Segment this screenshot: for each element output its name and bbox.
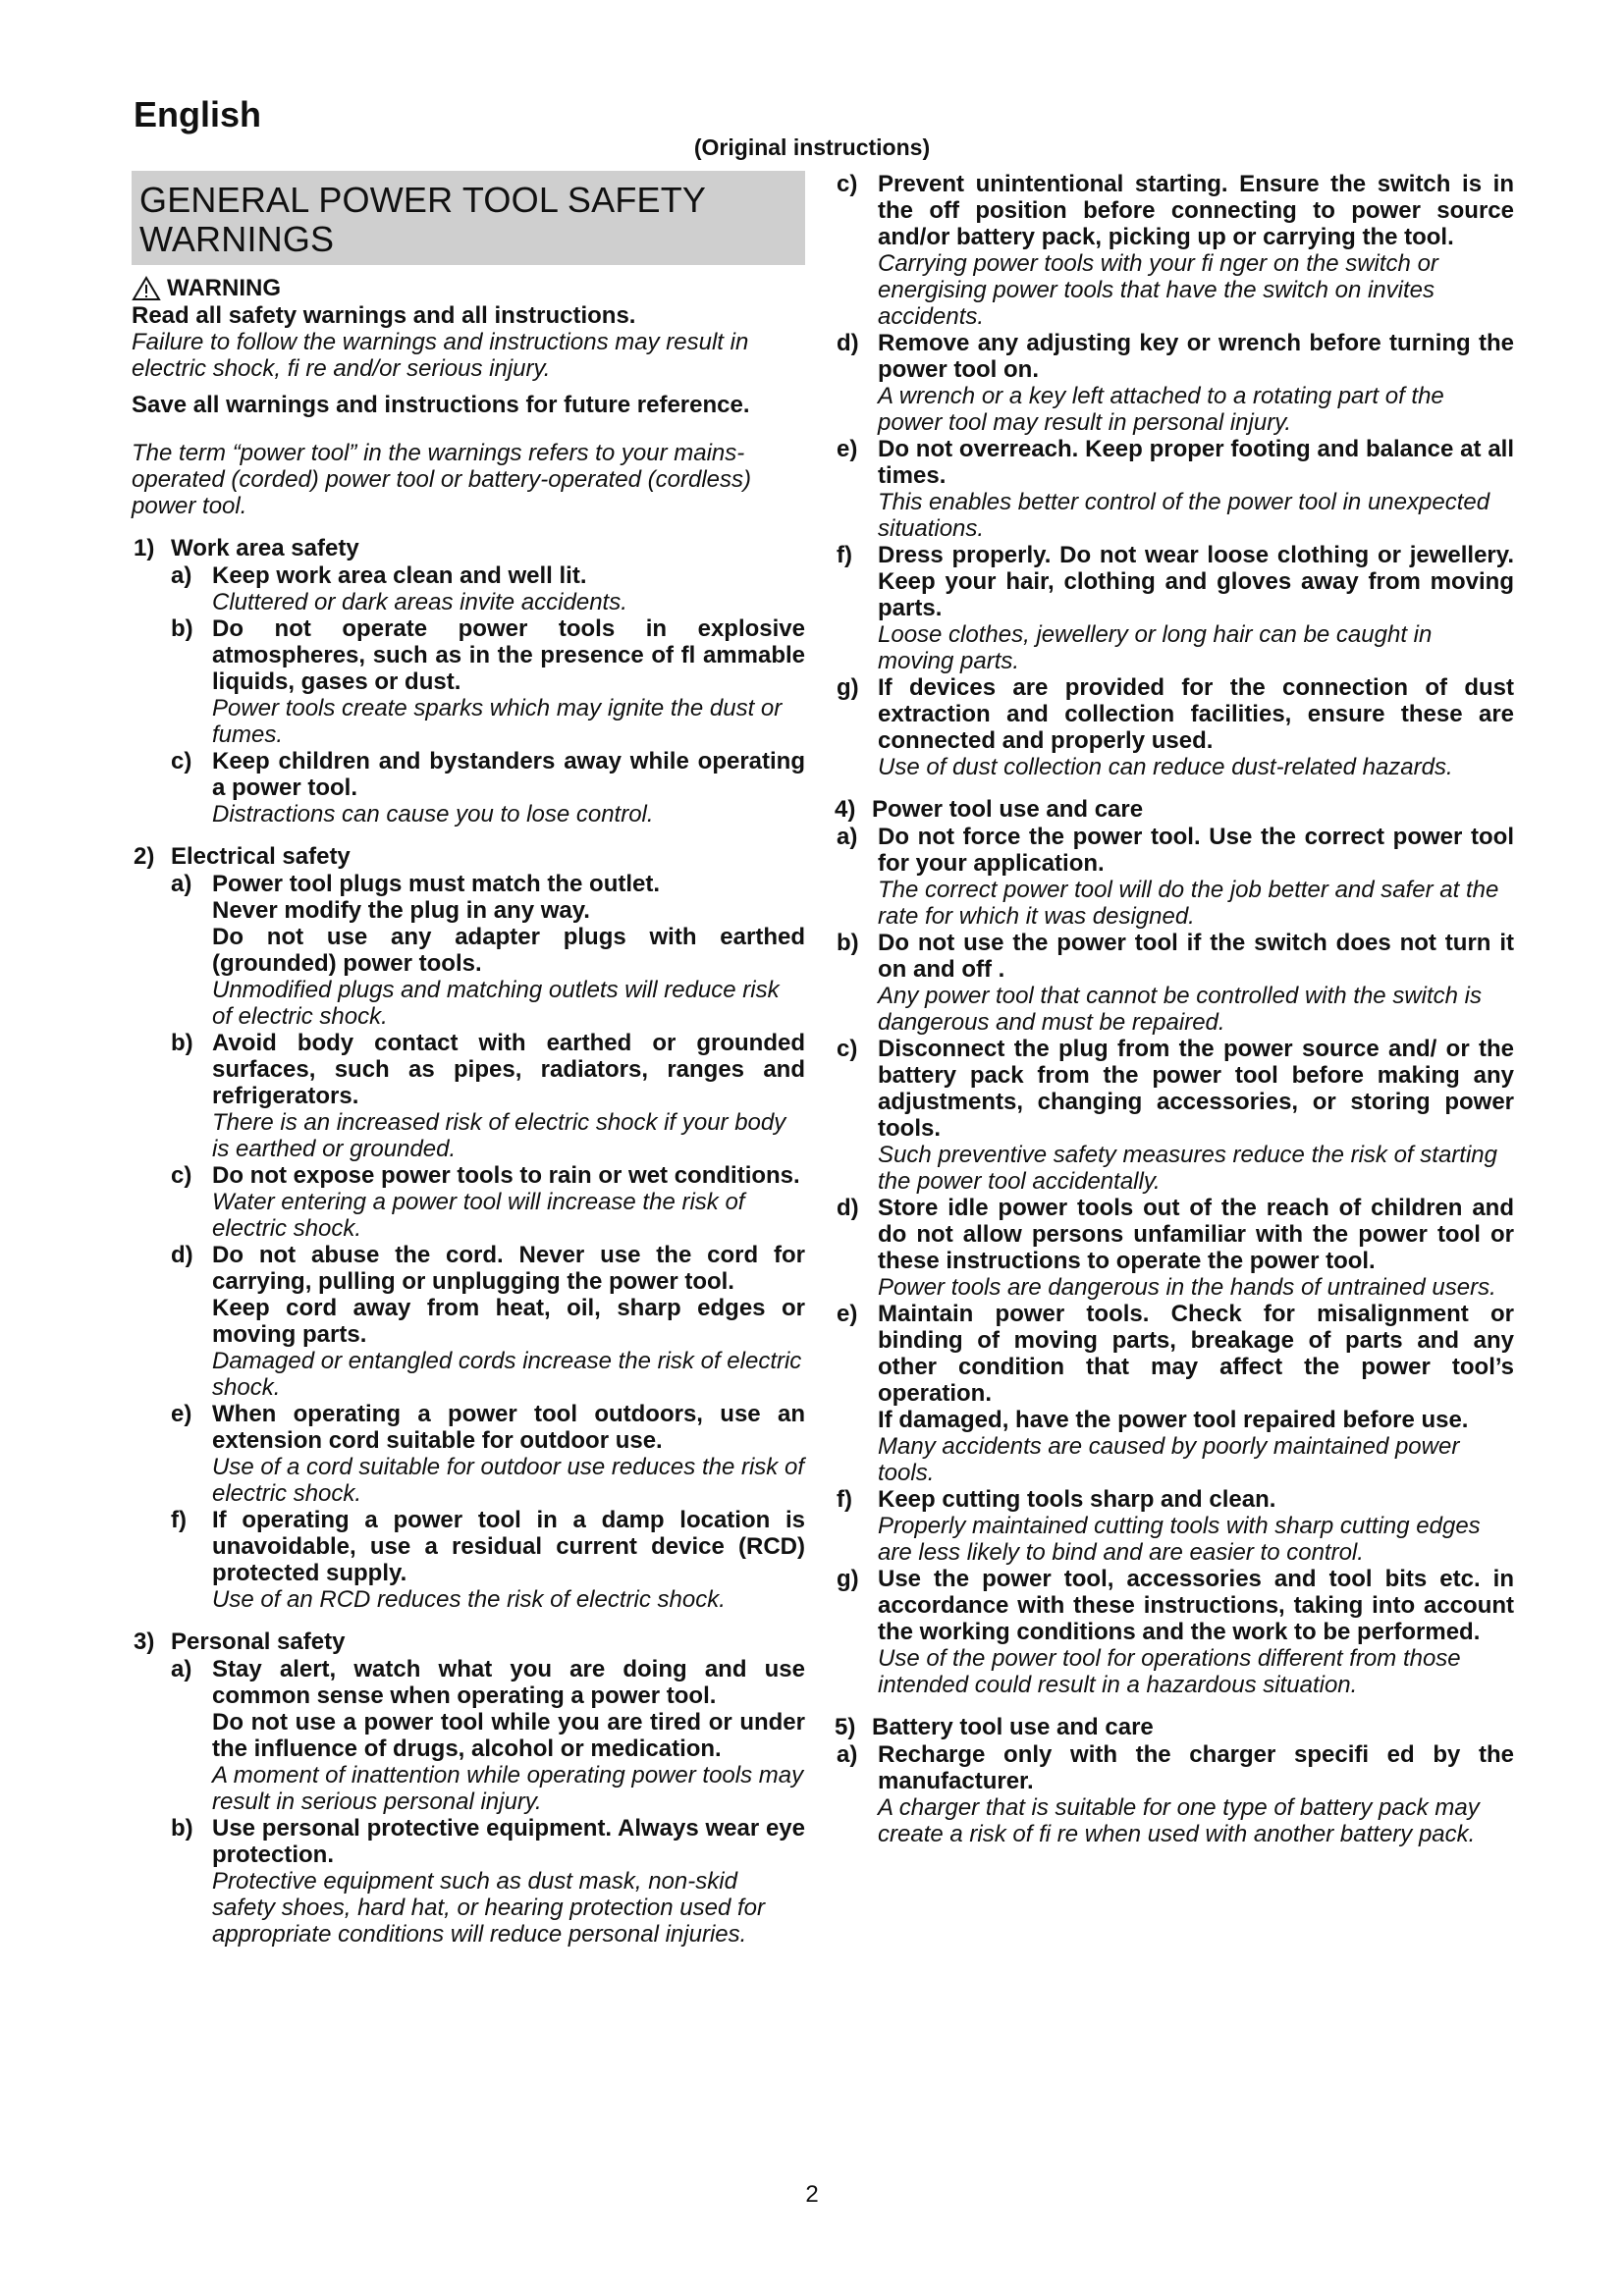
title-line-2: WARNINGS — [139, 219, 335, 259]
warning-term: The term “power tool” in the warnings refers to your mains-operated (corded) power tool or battery-operated (cordless) power tool. — [132, 440, 751, 519]
left-column — [132, 171, 805, 1948]
section-5-heading: 5) Battery tool use and care — [835, 1714, 1154, 1740]
s5-item-a: a) Recharge only with the charger specifi ed by the manufacturer. A charger that is suitable for one type of battery pack may create a risk of fi re when used with another battery pack. — [837, 1741, 1514, 1847]
s2-item-b: b) Avoid body contact with earthed or grounded surfaces, such as pipes, radiators, ranges and refrigerators. There is an increased risk of electric shock if your body is earthed or grounded. — [171, 1030, 805, 1162]
warning-label: WARNING — [167, 275, 281, 301]
section-1-heading: 1) Work area safety — [134, 535, 359, 561]
s4-item-b: b) Do not use the power tool if the switch does not turn it on and off . Any power tool that cannot be controlled with the switch is dangerous and must be repaired. — [837, 930, 1514, 1036]
section-title-box — [132, 171, 805, 265]
language-heading: English — [134, 94, 262, 134]
s3-item-b: b) Use personal protective equipment. Always wear eye protection. Protective equipment such as dust mask, non-skid safety shoes, hard hat, or hearing protection used for appropriate conditions will reduce personal injuries. — [171, 1815, 805, 1948]
s2-item-a: a) Power tool plugs must match the outlet. Never modify the plug in any way. Do not use any adapter plugs with earthed (grounded) power tools. Unmodified plugs and matching outlets will reduce risk of electric shock. — [171, 871, 805, 1030]
warning-triangle-icon — [132, 276, 161, 301]
s1-item-b: b) Do not operate power tools in explosive atmospheres, such as in the presence of fl ammable liquids, gases or dust. Power tools create sparks which may ignite the dust or fumes. — [171, 615, 805, 748]
s3-item-g: g) If devices are provided for the connection of dust extraction and collection facilities, ensure these are connected and properly used. Use of dust collection can reduce dust-related hazards. — [837, 674, 1514, 780]
s1-item-c: c) Keep children and bystanders away while operating a power tool. Distractions can cause you to lose control. — [171, 748, 805, 828]
s1-item-a: a) Keep work area clean and well lit. Cluttered or dark areas invite accidents. — [171, 562, 627, 615]
page-title — [139, 181, 797, 259]
s4-item-c: c) Disconnect the plug from the power source and/ or the battery pack from the power tool before making any adjustments, changing accessories, or storing power tools. Such preventive safety measures reduce the risk of starting the power tool accidentally. — [837, 1036, 1514, 1195]
s3-item-a: a) Stay alert, watch what you are doing and use common sense when operating a power tool. Do not use a power tool while you are tired or under the influence of drugs, alcohol or medication. A moment of inattention while operating power tools may result in serious personal injury. — [171, 1656, 805, 1815]
warning-read: Read all safety warnings and all instructions. — [132, 302, 636, 329]
s3-item-f: f) Dress properly. Do not wear loose clothing or jewellery. Keep your hair, clothing and gloves away from moving parts. Loose clothes, jewellery or long hair can be caught in moving parts. — [837, 542, 1514, 674]
section-4-heading: 4) Power tool use and care — [835, 796, 1144, 823]
s2-item-f: f) If operating a power tool in a damp location is unavoidable, use a residual current device (RCD) protected supply. Use of an RCD reduces the risk of electric shock. — [171, 1507, 805, 1613]
warning-row — [132, 275, 805, 302]
s4-item-d: d) Store idle power tools out of the reach of children and do not allow persons unfamiliar with the power tool or these instructions to operate the power tool. Power tools are dangerous in the hands of untrained users. — [837, 1195, 1514, 1301]
s4-item-e: e) Maintain power tools. Check for misalignment or binding of moving parts, breakage of parts and any other condition that may affect the power tool’s operation. If damaged, have the power tool repaired before use. Many accidents are caused by poorly maintained power tools. — [837, 1301, 1514, 1486]
s4-item-f: f) Keep cutting tools sharp and clean. Properly maintained cutting tools with sharp cutting edges are less likely to bind and are easier to control. — [837, 1486, 1481, 1566]
page-number: 2 — [805, 2181, 819, 2208]
s2-item-e: e) When operating a power tool outdoors, use an extension cord suitable for outdoor use. Use of a cord suitable for outdoor use reduces the risk of electric shock. — [171, 1401, 805, 1507]
right-column — [837, 171, 1514, 1847]
s3-item-c: c) Prevent unintentional starting. Ensure the switch is in the off position before connecting to power source and/or battery pack, picking up or carrying the tool. Carrying power tools with your fi nger on the switch or energising power tools that have the switch on invites accidents. — [837, 171, 1514, 330]
warning-save: Save all warnings and instructions for future reference. — [132, 392, 750, 418]
title-line-1: GENERAL POWER TOOL SAFETY — [139, 180, 707, 220]
s2-item-d: d) Do not abuse the cord. Never use the cord for carrying, pulling or unplugging the power tool. Keep cord away from heat, oil, sharp edges or moving parts. Damaged or entangled cords increase the risk of electric shock. — [171, 1242, 805, 1401]
warning-failure: Failure to follow the warnings and instructions may result in electric shock, fi re and/or serious injury. — [132, 329, 749, 382]
s4-item-g: g) Use the power tool, accessories and tool bits etc. in accordance with these instructions, taking into account the working conditions and the work to be performed. Use of the power tool for operations different from those intended could result in a hazardous situation. — [837, 1566, 1514, 1698]
s4-item-a: a) Do not force the power tool. Use the correct power tool for your application. The correct power tool will do the job better and safer at the rate for which it was designed. — [837, 824, 1514, 930]
original-instructions-label: (Original instructions) — [693, 134, 931, 160]
s2-item-c: c) Do not expose power tools to rain or wet conditions. Water entering a power tool will increase the risk of electric shock. — [171, 1162, 800, 1242]
section-3-heading: 3) Personal safety — [134, 1629, 346, 1655]
s3-item-e: e) Do not overreach. Keep proper footing and balance at all times. This enables better control of the power tool in unexpected situations. — [837, 436, 1514, 542]
s3-item-d: d) Remove any adjusting key or wrench before turning the power tool on. A wrench or a key left attached to a rotating part of the power tool may result in personal injury. — [837, 330, 1514, 436]
section-2-heading: 2) Electrical safety — [134, 843, 351, 870]
